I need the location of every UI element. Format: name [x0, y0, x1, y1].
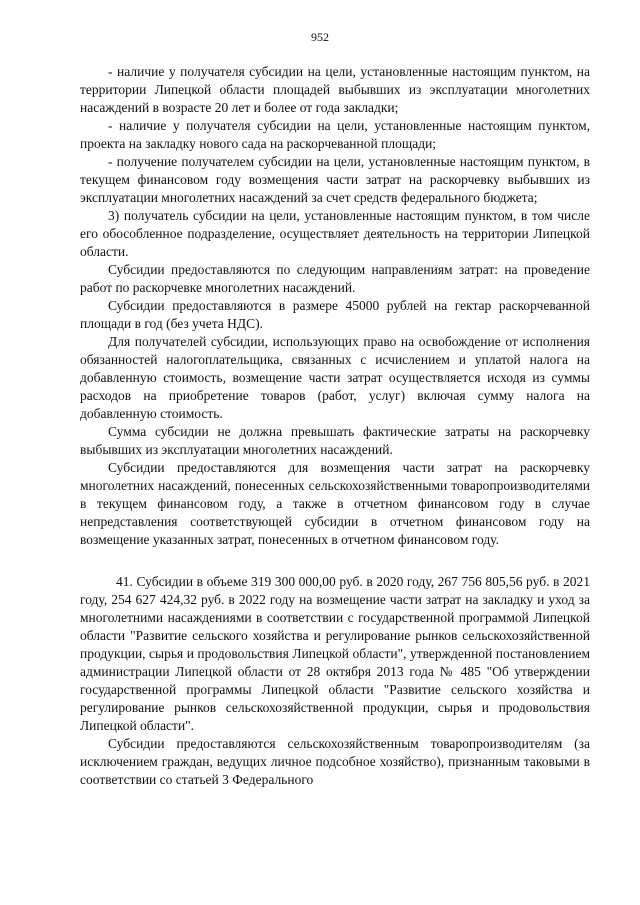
paragraph-limit: Сумма субсидии не должна превышать фактические затраты на раскорчевку выбывших из эксплуатации многолетних насаждений.: [80, 424, 590, 457]
paragraph-reimbursement: Субсидии предоставляются для возмещения части затрат на раскорчевку многолетних насаждений, понесенных сельскохозяйственными товаропроизводителями в текущем финансовом году, а также в отчетном финансовом году в случае непредставления соответствующей субсидии в отчетном финансовом году на возмещение указанных затрат, понесенных в отчетном финансовом году.: [80, 460, 590, 547]
paragraph-condition-territory: 3) получатель субсидии на цели, установленные настоящим пунктом, в том числе его обособленное подразделение, осуществляет деятельность на территории Липецкой области.: [80, 208, 590, 259]
paragraph-vat: Для получателей субсидии, использующих право на освобождение от исполнения обязанностей налогоплательщика, связанных с исчислением и уплатой налога на добавленную стоимость, возмещение части затрат осуществляется исходя из суммы расходов на приобретение товаров (работ, услуг) включая сумму налога на добавленную стоимость.: [80, 334, 590, 421]
page-number: 952: [311, 30, 329, 44]
paragraph-condition-project: - наличие у получателя субсидии на цели, установленные настоящим пунктом, проекта на закладку нового сада на раскорчеванной площади;: [80, 118, 590, 151]
paragraph-item-41: 41. Субсидии в объеме 319 300 000,00 руб. в 2020 году, 267 756 805,56 руб. в 2021 году, 254 627 424,32 руб. в 2022 году на возмещение части затрат на закладку и уход за многолетними насаждениями в соответствии с государственной программой Липецкой области "Развитие сельского хозяйства и регулирование рынков сельскохозяйственной продукции, сырья и продовольствия Липецкой области", утвержденной постановлением администрации Липецкой области от 28 октября 2013 года № 485 "Об утверждении государственной программы Липецкой области "Развитие сельского хозяйства и регулирование рынков сельскохозяйственной продукции, сырья и продовольствия Липецкой области".: [80, 574, 590, 733]
paragraph-condition-federal: - получение получателем субсидии на цели, установленные настоящим пунктом, в текущем финансовом году возмещения части затрат на раскорчевку выбывших из эксплуатации многолетних насаждений за счет средств федерального бюджета;: [80, 154, 590, 205]
document-body: [80, 63, 590, 789]
paragraph-directions: Субсидии предоставляются по следующим направлениям затрат: на проведение работ по раскорчевке многолетних насаждений.: [80, 262, 590, 295]
paragraph-amount: Субсидии предоставляются в размере 45000 рублей на гектар раскорчеванной площади в год (без учета НДС).: [80, 298, 590, 331]
paragraph-condition-area: - наличие у получателя субсидии на цели, установленные настоящим пунктом, на территории Липецкой области площадей выбывших из эксплуатации многолетних насаждений в возрасте 20 лет и более от года закладки;: [80, 64, 590, 115]
paragraph-recipients: Субсидии предоставляются сельскохозяйственным товаропроизводителям (за исключением граждан, ведущих личное подсобное хозяйство), признанным таковыми в соответствии со статьей 3 Федерального: [80, 736, 590, 787]
